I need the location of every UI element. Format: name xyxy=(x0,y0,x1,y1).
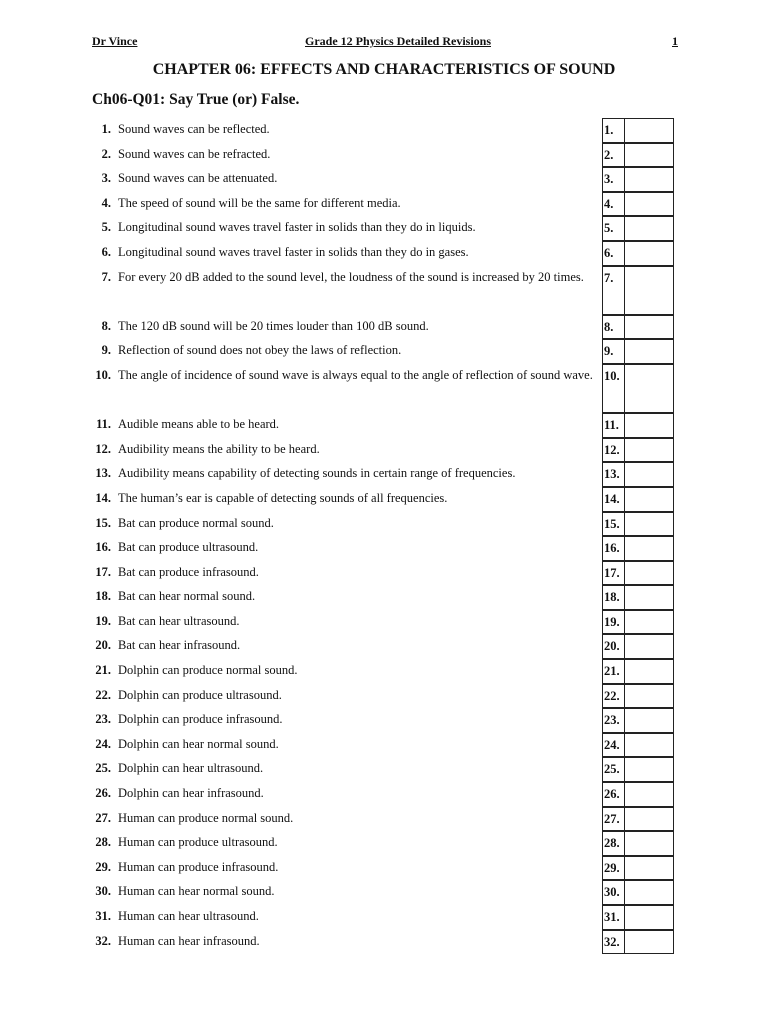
page-number: 1 xyxy=(672,34,678,48)
author-name: Dr Vince xyxy=(92,34,138,48)
item-statement: Human can hear ultrasound. xyxy=(118,909,259,923)
answer-box-number: 13. xyxy=(603,463,625,486)
item-number: 24. xyxy=(95,736,111,751)
item-statement: Dolphin can produce normal sound. xyxy=(118,663,298,678)
list-item xyxy=(80,338,680,363)
list-item xyxy=(80,633,680,658)
answer-box-number: 30. xyxy=(603,881,625,904)
item-statement: Dolphin can hear ultrasound. xyxy=(118,761,264,776)
answer-box xyxy=(602,659,674,684)
answer-blank[interactable] xyxy=(625,242,673,265)
answer-box xyxy=(602,216,674,241)
item-statement: Dolphin can produce ultrasound. xyxy=(118,687,282,702)
item-statement: Audible means able to be heard. xyxy=(118,417,280,432)
answer-box xyxy=(602,241,674,266)
item-number: 14. xyxy=(95,490,111,505)
document-title: Grade 12 Physics Detailed Revisions xyxy=(305,34,491,48)
item-statement: Audibility means capability of detecting sounds in certain range of frequencies. xyxy=(118,466,516,481)
answer-box-number: 26. xyxy=(603,783,625,806)
list-item xyxy=(80,461,680,486)
item-number: 31. xyxy=(95,909,111,923)
item-statement: Human can produce normal sound. xyxy=(118,810,294,825)
answer-box xyxy=(602,339,674,364)
list-item xyxy=(80,437,680,462)
answer-box xyxy=(602,831,674,856)
list-item xyxy=(80,560,680,585)
item-statement: The speed of sound will be the same for different media. xyxy=(118,195,401,210)
answer-box-number: 9. xyxy=(603,340,625,363)
answer-blank[interactable] xyxy=(625,463,673,486)
answer-blank[interactable] xyxy=(625,193,673,216)
item-statement: The 120 dB sound will be 20 times louder than 100 dB sound. xyxy=(118,318,429,333)
list-item xyxy=(80,412,680,437)
answer-blank[interactable] xyxy=(625,931,673,954)
answer-blank[interactable] xyxy=(625,611,673,634)
answer-blank[interactable] xyxy=(625,365,673,412)
list-item xyxy=(80,879,680,904)
item-statement: Bat can produce ultrasound. xyxy=(118,540,259,555)
answer-box xyxy=(602,487,674,512)
answer-box-number: 3. xyxy=(603,168,625,191)
answer-blank[interactable] xyxy=(625,316,673,339)
item-number: 32. xyxy=(95,933,111,948)
item-number: 7. xyxy=(101,269,111,284)
answer-blank[interactable] xyxy=(625,635,673,658)
answer-box-number: 18. xyxy=(603,586,625,609)
answer-box xyxy=(602,930,674,955)
answer-box xyxy=(602,315,674,340)
answer-box xyxy=(602,413,674,438)
answer-box-number: 5. xyxy=(603,217,625,240)
list-item xyxy=(80,904,680,929)
item-number: 11. xyxy=(96,417,111,432)
answer-box-number: 10. xyxy=(603,365,625,412)
item-number: 13. xyxy=(95,466,111,481)
item-statement: Human can hear normal sound. xyxy=(118,884,275,899)
item-statement: Longitudinal sound waves travel faster in solids than they do in liquids. xyxy=(118,220,476,235)
item-statement: Dolphin can produce infrasound. xyxy=(118,712,283,727)
answer-blank[interactable] xyxy=(625,340,673,363)
answer-blank[interactable] xyxy=(625,881,673,904)
answer-box xyxy=(602,610,674,635)
list-item xyxy=(80,142,680,167)
item-number: 17. xyxy=(95,564,111,579)
answer-box-number: 2. xyxy=(603,144,625,167)
answer-box xyxy=(602,757,674,782)
item-number: 29. xyxy=(95,859,111,874)
list-item xyxy=(80,363,680,412)
item-number: 8. xyxy=(101,318,111,333)
answer-box-number: 16. xyxy=(603,537,625,560)
item-number: 2. xyxy=(101,146,111,161)
answer-blank[interactable] xyxy=(625,832,673,855)
item-number: 6. xyxy=(101,244,111,259)
item-statement: Dolphin can hear normal sound. xyxy=(118,736,279,751)
item-number: 18. xyxy=(95,589,111,604)
item-number: 10. xyxy=(95,367,111,382)
list-item xyxy=(80,314,680,339)
item-statement: Human can produce infrasound. xyxy=(118,859,279,874)
answer-box-number: 20. xyxy=(603,635,625,658)
answer-blank[interactable] xyxy=(625,119,673,142)
answer-box xyxy=(602,880,674,905)
answer-box xyxy=(602,118,674,143)
answer-box-number: 28. xyxy=(603,832,625,855)
answer-box xyxy=(602,266,674,315)
item-number: 15. xyxy=(95,515,111,530)
list-item xyxy=(80,781,680,806)
list-item xyxy=(80,486,680,511)
answer-blank[interactable] xyxy=(625,217,673,240)
item-number: 21. xyxy=(95,663,111,678)
answer-blank[interactable] xyxy=(625,808,673,831)
list-item xyxy=(80,658,680,683)
item-statement: The human’s ear is capable of detecting sounds of all frequencies. xyxy=(118,490,448,505)
answer-box xyxy=(602,733,674,758)
answer-box-number: 32. xyxy=(603,931,625,954)
answer-box xyxy=(602,143,674,168)
item-statement: Sound waves can be attenuated. xyxy=(118,171,278,186)
answer-box xyxy=(602,634,674,659)
list-item xyxy=(80,166,680,191)
answer-blank[interactable] xyxy=(625,168,673,191)
item-number: 28. xyxy=(95,835,111,850)
answer-blank[interactable] xyxy=(625,758,673,781)
item-number: 26. xyxy=(95,786,111,801)
answer-box-number: 25. xyxy=(603,758,625,781)
item-number: 4. xyxy=(101,195,111,210)
item-number: 1. xyxy=(101,122,111,136)
answer-blank[interactable] xyxy=(625,144,673,167)
item-statement: Bat can hear ultrasound. xyxy=(118,613,240,628)
answer-blank[interactable] xyxy=(625,857,673,880)
answer-box xyxy=(602,807,674,832)
answer-box xyxy=(602,438,674,463)
answer-box-number: 6. xyxy=(603,242,625,265)
answer-box-number: 17. xyxy=(603,562,625,585)
answer-box-number: 31. xyxy=(603,906,625,929)
answer-blank[interactable] xyxy=(625,734,673,757)
answer-box-number: 19. xyxy=(603,611,625,634)
list-item xyxy=(80,609,680,634)
list-item xyxy=(80,855,680,880)
list-item xyxy=(80,511,680,536)
item-statement: Human can produce ultrasound. xyxy=(118,835,278,850)
answer-box xyxy=(602,856,674,881)
answer-box xyxy=(602,708,674,733)
answer-box-number: 8. xyxy=(603,316,625,339)
list-item xyxy=(80,732,680,757)
answer-box-number: 11. xyxy=(603,414,625,437)
list-item xyxy=(80,830,680,855)
item-number: 16. xyxy=(95,540,111,555)
answer-blank[interactable] xyxy=(625,906,673,929)
answer-box-number: 22. xyxy=(603,685,625,708)
answer-blank[interactable] xyxy=(625,267,673,314)
answer-box-number: 1. xyxy=(603,119,625,142)
answer-box-number: 7. xyxy=(603,267,625,314)
answer-blank[interactable] xyxy=(625,783,673,806)
page-header xyxy=(92,34,678,50)
list-item xyxy=(80,584,680,609)
list-item xyxy=(80,683,680,708)
item-number: 9. xyxy=(101,343,111,358)
list-item xyxy=(80,756,680,781)
answer-box xyxy=(602,684,674,709)
item-statement: Sound waves can be refracted. xyxy=(118,146,271,161)
answer-blank[interactable] xyxy=(625,660,673,683)
item-number: 27. xyxy=(95,810,111,825)
question-title: Ch06-Q01: Say True (or) False. xyxy=(92,91,300,108)
list-item xyxy=(80,240,680,265)
list-item xyxy=(80,535,680,560)
item-number: 5. xyxy=(101,220,111,235)
answer-blank[interactable] xyxy=(625,586,673,609)
item-statement: Audibility means the ability to be heard. xyxy=(118,441,320,456)
item-number: 19. xyxy=(95,613,111,628)
answer-box-number: 29. xyxy=(603,857,625,880)
answer-box-number: 21. xyxy=(603,660,625,683)
answer-box-number: 15. xyxy=(603,513,625,536)
answer-box-number: 27. xyxy=(603,808,625,831)
answer-blank[interactable] xyxy=(625,709,673,732)
item-number: 22. xyxy=(95,687,111,702)
item-statement: Reflection of sound does not obey the laws of reflection. xyxy=(118,343,402,358)
list-item xyxy=(80,215,680,240)
answer-box-number: 24. xyxy=(603,734,625,757)
item-number: 3. xyxy=(101,171,111,186)
answer-box xyxy=(602,512,674,537)
answer-box xyxy=(602,585,674,610)
item-statement: Bat can hear normal sound. xyxy=(118,589,256,604)
list-item xyxy=(80,707,680,732)
list-item xyxy=(80,191,680,216)
answer-blank[interactable] xyxy=(625,562,673,585)
answer-box xyxy=(602,536,674,561)
item-statement: Human can hear infrasound. xyxy=(118,933,260,948)
answer-box xyxy=(602,364,674,413)
list-item xyxy=(80,806,680,831)
answer-box-number: 4. xyxy=(603,193,625,216)
answer-box xyxy=(602,192,674,217)
answer-blank[interactable] xyxy=(625,537,673,560)
item-statement: Bat can produce normal sound. xyxy=(118,515,274,530)
answer-blank[interactable] xyxy=(625,439,673,462)
item-statement: The angle of incidence of sound wave is always equal to the angle of reflection of sound wave. xyxy=(118,367,593,382)
answer-blank[interactable] xyxy=(625,513,673,536)
answer-blank[interactable] xyxy=(625,685,673,708)
answer-box xyxy=(602,782,674,807)
list-item xyxy=(80,265,680,314)
item-number: 23. xyxy=(95,712,111,727)
answer-box xyxy=(602,905,674,930)
item-number: 25. xyxy=(95,761,111,776)
item-statement: Bat can hear infrasound. xyxy=(118,638,241,653)
item-statement: Longitudinal sound waves travel faster in solids than they do in gases. xyxy=(118,244,469,259)
item-statement: Sound waves can be reflected. xyxy=(118,122,270,136)
answer-box xyxy=(602,561,674,586)
true-false-list xyxy=(80,117,680,953)
answer-box-number: 14. xyxy=(603,488,625,511)
item-statement: For every 20 dB added to the sound level, the loudness of the sound is increased by 20 times. xyxy=(118,269,584,284)
chapter-title: CHAPTER 06: EFFECTS AND CHARACTERISTICS OF SOUND xyxy=(152,61,616,78)
item-number: 20. xyxy=(95,638,111,653)
answer-blank[interactable] xyxy=(625,414,673,437)
answer-box xyxy=(602,167,674,192)
item-number: 30. xyxy=(95,884,111,899)
item-number: 12. xyxy=(95,441,111,456)
answer-box-number: 23. xyxy=(603,709,625,732)
list-item xyxy=(80,117,680,142)
answer-blank[interactable] xyxy=(625,488,673,511)
item-statement: Bat can produce infrasound. xyxy=(118,564,259,579)
item-statement: Dolphin can hear infrasound. xyxy=(118,786,264,801)
answer-box-number: 12. xyxy=(603,439,625,462)
list-item xyxy=(80,929,680,954)
answer-box xyxy=(602,462,674,487)
